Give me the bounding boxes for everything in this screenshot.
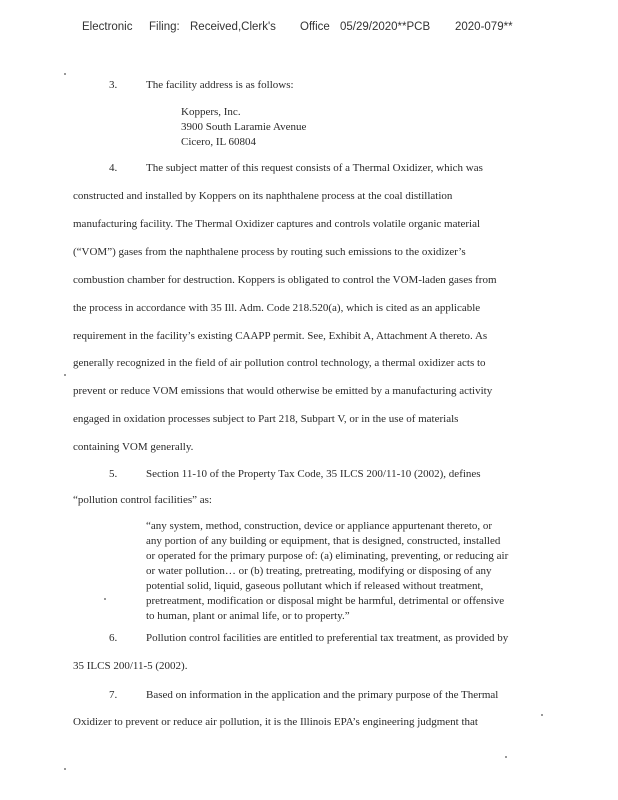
quote-line: any portion of any building or equipment, that is designed, constructed, installed bbox=[146, 535, 501, 547]
quote-line: to human, plant or animal life, or to property.” bbox=[146, 610, 350, 622]
scan-speck bbox=[104, 598, 106, 600]
header-received: Received,Clerk's bbox=[190, 21, 276, 33]
paragraph-line: 35 ILCS 200/11-5 (2002). bbox=[73, 660, 188, 672]
paragraph-line: Oxidizer to prevent or reduce air pollution, it is the Illinois EPA’s engineering judgment that bbox=[73, 716, 478, 728]
quote-line: or water pollution… or (b) treating, pretreating, modifying or disposing of any bbox=[146, 565, 492, 577]
scan-speck bbox=[541, 714, 543, 716]
header-filing: Filing: bbox=[149, 21, 180, 33]
header-office: Office bbox=[300, 21, 330, 33]
paragraph-line: prevent or reduce VOM emissions that would otherwise be emitted by a manufacturing activity bbox=[73, 385, 493, 397]
scan-speck bbox=[505, 756, 507, 758]
address-line: Cicero, IL 60804 bbox=[181, 136, 257, 148]
quote-line: or operated for the primary purpose of: (a) eliminating, preventing, or reducing air bbox=[146, 550, 509, 562]
paragraph-line: “pollution control facilities” as: bbox=[73, 494, 212, 506]
quote-line: pretreatment, modification or disposal might be harmful, detrimental or offensive bbox=[146, 595, 505, 607]
paragraph-number: 4. bbox=[109, 162, 118, 174]
scan-speck bbox=[64, 768, 66, 770]
scan-speck bbox=[64, 374, 66, 376]
block-quote bbox=[146, 519, 544, 624]
paragraph-line: (“VOM”) gases from the naphthalene process by routing such emissions to the oxidizer’s bbox=[73, 246, 466, 258]
header-date: 05/29/2020**PCB bbox=[340, 21, 431, 33]
paragraph-line: The facility address is as follows: bbox=[146, 79, 294, 91]
address-line: 3900 South Laramie Avenue bbox=[181, 121, 307, 133]
quote-line: potential solid, liquid, gaseous pollutant which if released without treatment, bbox=[146, 580, 484, 592]
address-line: Koppers, Inc. bbox=[181, 106, 241, 118]
paragraph-line: constructed and installed by Koppers on its naphthalene process at the coal distillation bbox=[73, 190, 453, 202]
paragraph-line: Based on information in the application and the primary purpose of the Thermal bbox=[146, 689, 499, 701]
header-electronic: Electronic bbox=[82, 21, 133, 33]
paragraph-line: containing VOM generally. bbox=[73, 441, 194, 453]
scan-speck bbox=[64, 73, 66, 75]
paragraph-line: combustion chamber for destruction. Koppers is obligated to control the VOM-laden gases from bbox=[73, 274, 497, 286]
quote-line: “any system, method, construction, device or appliance appurtenant thereto, or bbox=[146, 520, 493, 532]
paragraph-line: requirement in the facility’s existing CAAPP permit. See, Exhibit A, Attachment A thereto. As bbox=[73, 330, 488, 342]
paragraph-number: 3. bbox=[109, 79, 118, 91]
paragraph-line: manufacturing facility. The Thermal Oxidizer captures and controls volatile organic material bbox=[73, 218, 481, 230]
paragraph-line: the process in accordance with 35 Ill. Adm. Code 218.520(a), which is cited as an applicable bbox=[73, 302, 481, 314]
paragraph-line: Pollution control facilities are entitled to preferential tax treatment, as provided by bbox=[146, 632, 509, 644]
paragraph-line: generally recognized in the field of air pollution control technology, a thermal oxidizer acts to bbox=[73, 357, 486, 369]
paragraph-line: Section 11-10 of the Property Tax Code, 35 ILCS 200/11-10 (2002), defines bbox=[146, 468, 481, 480]
paragraph-number: 7. bbox=[109, 689, 118, 701]
paragraph-line: engaged in oxidation processes subject to Part 218, Subpart V, or in the use of materials bbox=[73, 413, 459, 425]
header-number: 2020-079** bbox=[455, 21, 513, 33]
paragraph-line: The subject matter of this request consists of a Thermal Oxidizer, which was bbox=[146, 162, 483, 174]
facility-address bbox=[181, 105, 306, 150]
paragraph-number: 6. bbox=[109, 632, 118, 644]
paragraph-number: 5. bbox=[109, 468, 118, 480]
